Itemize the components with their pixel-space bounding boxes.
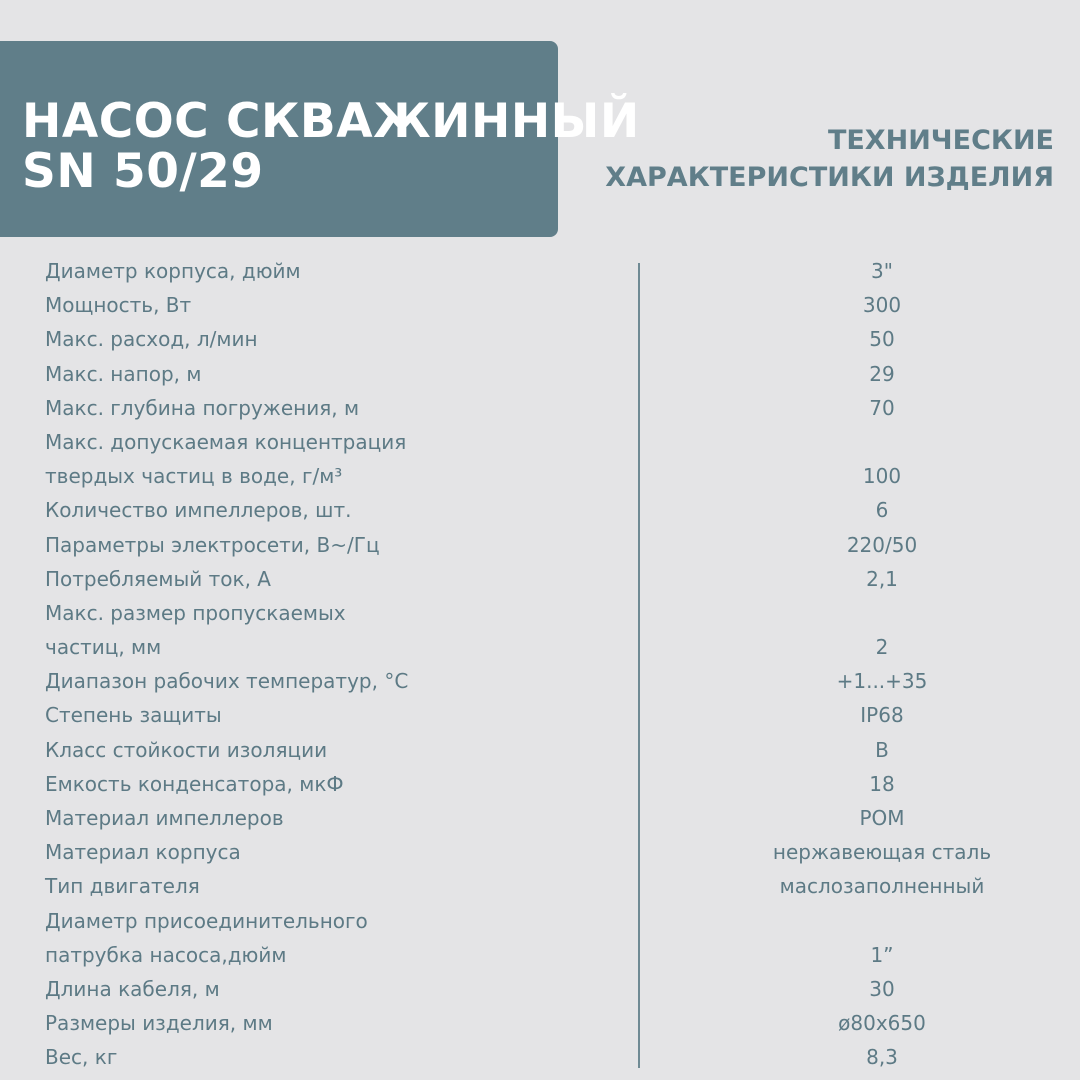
spec-value: 2,1 <box>866 566 898 591</box>
spec-row <box>0 1040 1080 1074</box>
spec-value: 8,3 <box>866 1045 898 1070</box>
spec-row <box>0 596 1080 664</box>
spec-value: POM <box>859 806 905 831</box>
spec-value: 220/50 <box>846 532 918 557</box>
spec-row <box>0 288 1080 322</box>
spec-label: Материал корпуса <box>45 840 241 865</box>
spec-value: ø80x650 <box>838 1011 926 1036</box>
spec-label: частиц, мм <box>45 635 162 660</box>
spec-row <box>0 835 1080 869</box>
spec-label: Емкость конденсатора, мкФ <box>45 771 344 796</box>
spec-value: +1...+35 <box>836 669 928 694</box>
spec-row <box>0 425 1080 493</box>
spec-row <box>0 733 1080 767</box>
product-title-line-2: SN 50/29 <box>22 144 264 199</box>
spec-label: Длина кабеля, м <box>45 976 220 1001</box>
spec-row <box>0 528 1080 562</box>
spec-label: Макс. допускаемая концентрация <box>45 429 407 454</box>
spec-value: 70 <box>869 395 895 420</box>
spec-value: 50 <box>869 327 895 352</box>
spec-value: 1” <box>870 942 894 967</box>
spec-row <box>0 698 1080 732</box>
section-subtitle <box>605 122 1054 196</box>
spec-label: Материал импеллеров <box>45 806 284 831</box>
spec-row <box>0 664 1080 698</box>
spec-label: Степень защиты <box>45 703 222 728</box>
section-subtitle-line-1: ТЕХНИЧЕСКИЕ <box>827 125 1054 156</box>
spec-value: 6 <box>875 498 889 523</box>
spec-value: 100 <box>862 464 902 489</box>
spec-label: Макс. напор, м <box>45 361 202 386</box>
spec-label: Мощность, Вт <box>45 293 192 318</box>
spec-value: маслозаполненный <box>779 874 985 899</box>
spec-label: Макс. размер пропускаемых <box>45 600 346 625</box>
section-subtitle-line-2: ХАРАКТЕРИСТИКИ ИЗДЕЛИЯ <box>605 162 1054 193</box>
spec-label: Тип двигателя <box>45 874 200 899</box>
spec-row <box>0 869 1080 903</box>
spec-label: Диапазон рабочих температур, °С <box>45 669 409 694</box>
spec-row <box>0 254 1080 288</box>
spec-label: Потребляемый ток, А <box>45 566 271 591</box>
spec-row <box>0 767 1080 801</box>
spec-row <box>0 801 1080 835</box>
spec-row <box>0 904 1080 972</box>
spec-value: B <box>875 737 889 762</box>
spec-value: 18 <box>869 771 895 796</box>
spec-row <box>0 493 1080 527</box>
spec-label: Класс стойкости изоляции <box>45 737 328 762</box>
spec-label: Макс. глубина погружения, м <box>45 395 360 420</box>
spec-label: Вес, кг <box>45 1045 118 1070</box>
spec-value: нержавеющая сталь <box>772 840 992 865</box>
spec-value: 3" <box>871 259 893 283</box>
spec-label: Количество импеллеров, шт. <box>45 498 352 523</box>
product-title-line-1: НАСОС СКВАЖИННЫЙ <box>22 94 640 149</box>
spec-value: 300 <box>862 293 902 318</box>
spec-value: IP68 <box>860 703 904 728</box>
spec-table <box>0 254 1080 1075</box>
spec-row <box>0 1006 1080 1040</box>
spec-label: Макс. расход, л/мин <box>45 327 258 352</box>
spec-label: Размеры изделия, мм <box>45 1011 273 1036</box>
spec-row <box>0 322 1080 356</box>
spec-row <box>0 972 1080 1006</box>
product-title <box>22 94 640 199</box>
spec-value: 2 <box>875 635 889 660</box>
spec-label: Диаметр корпуса, дюйм <box>45 259 301 283</box>
spec-label: твердых частиц в воде, г/м³ <box>45 464 343 489</box>
spec-label: Параметры электросети, В~/Гц <box>45 532 380 557</box>
spec-label: Диаметр присоединительного <box>45 908 368 933</box>
spec-value: 30 <box>869 976 895 1001</box>
spec-row <box>0 391 1080 425</box>
spec-row <box>0 562 1080 596</box>
spec-row <box>0 357 1080 391</box>
spec-value: 29 <box>869 361 895 386</box>
spec-label: патрубка насоса,дюйм <box>45 942 287 967</box>
